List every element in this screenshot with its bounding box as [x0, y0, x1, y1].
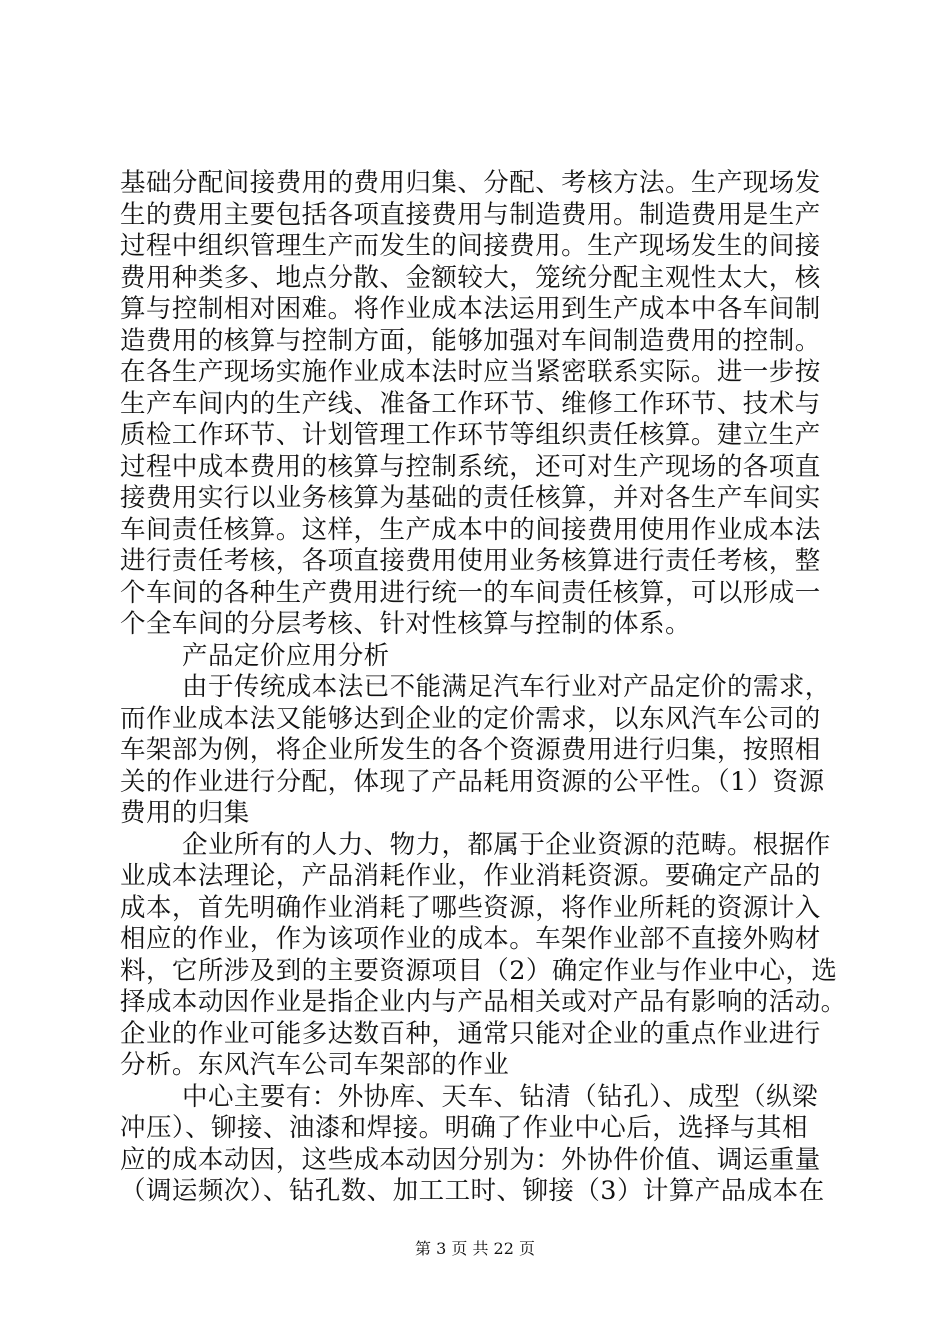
page-number-footer: 第 3 页 共 22 页 [415, 1239, 535, 1258]
text-line: 过程中成本费用的核算与控制系统，还可对生产现场的各项直 [120, 451, 821, 482]
text-line: 冲压）、铆接、油漆和焊接。明确了作业中心后，选择与其相 [120, 1113, 808, 1143]
text-line: 在各生产现场实施作业成本法时应当紧密联系实际。进一步按 [120, 357, 821, 387]
text-line: 应的成本动因，这些成本动因分别为：外协件价值、调运重量 [120, 1144, 821, 1175]
text-line: 企业的作业可能多达数百种，通常只能对企业的重点作业进行 [120, 1018, 821, 1049]
text-line: 质检工作环节、计划管理工作环节等组织责任核算。建立生产 [120, 420, 821, 450]
text-line: 车间责任核算。这样，生产成本中的间接费用使用作业成本法 [120, 514, 821, 545]
text-line: 中心主要有：外协库、天车、钻清（钻孔）、成型（纵梁 [182, 1081, 819, 1112]
text-line: 关的作业进行分配，体现了产品耗用资源的公平性。（1）资源 [120, 766, 825, 797]
text-line: 择成本动因作业是指企业内与产品相关或对产品有影响的活动。 [120, 987, 847, 1017]
text-line: 企业所有的人力、物力，都属于企业资源的范畴。根据作 [182, 829, 831, 860]
text-line: （调运频次）、钻孔数、加工工时、铆接（3）计算产品成本在 [120, 1176, 825, 1206]
text-line: 过程中组织管理生产而发生的间接费用。生产现场发生的间接 [120, 231, 821, 261]
section-heading: 产品定价应用分析 [182, 640, 390, 671]
text-line: 进行责任考核，各项直接费用使用业务核算进行责任考核，整 [120, 546, 821, 576]
text-line: 算与控制相对困难。将作业成本法运用到生产成本中各车间制 [120, 294, 821, 324]
text-line: 相应的作业，作为该项作业的成本。车架作业部不直接外购材 [120, 924, 821, 954]
text-line: 生产车间内的生产线、准备工作环节、维修工作环节、技术与 [120, 388, 821, 419]
text-line: 接费用实行以业务核算为基础的责任核算，并对各生产车间实 [120, 483, 821, 513]
text-line: 而作业成本法又能够达到企业的定价需求，以东风汽车公司的 [120, 703, 821, 734]
document-body [120, 168, 847, 1208]
text-line: 成本，首先明确作业消耗了哪些资源，将作业所耗的资源计入 [120, 892, 821, 923]
text-line: 费用种类多、地点分散、金额较大，笼统分配主观性太大，核 [120, 262, 821, 293]
text-line: 基础分配间接费用的费用归集、分配、考核方法。生产现场发 [120, 168, 821, 198]
text-line: 造费用的核算与控制方面，能够加强对车间制造费用的控制。 [120, 325, 821, 356]
text-line: 车架部为例，将企业所发生的各个资源费用进行归集，按照相 [120, 735, 821, 765]
text-line: 由于传统成本法已不能满足汽车行业对产品定价的需求， [182, 672, 831, 702]
text-line: 个车间的各种生产费用进行统一的车间责任核算，可以形成一 [120, 577, 821, 608]
text-line: 费用的归集 [120, 798, 250, 828]
text-line: 生的费用主要包括各项直接费用与制造费用。制造费用是生产 [120, 199, 821, 230]
text-line: 料，它所涉及到的主要资源项目（2）确定作业与作业中心，选 [120, 955, 838, 986]
text-line: 个全车间的分层考核、针对性核算与控制的体系。 [120, 609, 691, 639]
text-line: 分析。东风汽车公司车架部的作业 [120, 1050, 510, 1080]
text-line: 业成本法理论，产品消耗作业，作业消耗资源。要确定产品的 [120, 861, 821, 891]
